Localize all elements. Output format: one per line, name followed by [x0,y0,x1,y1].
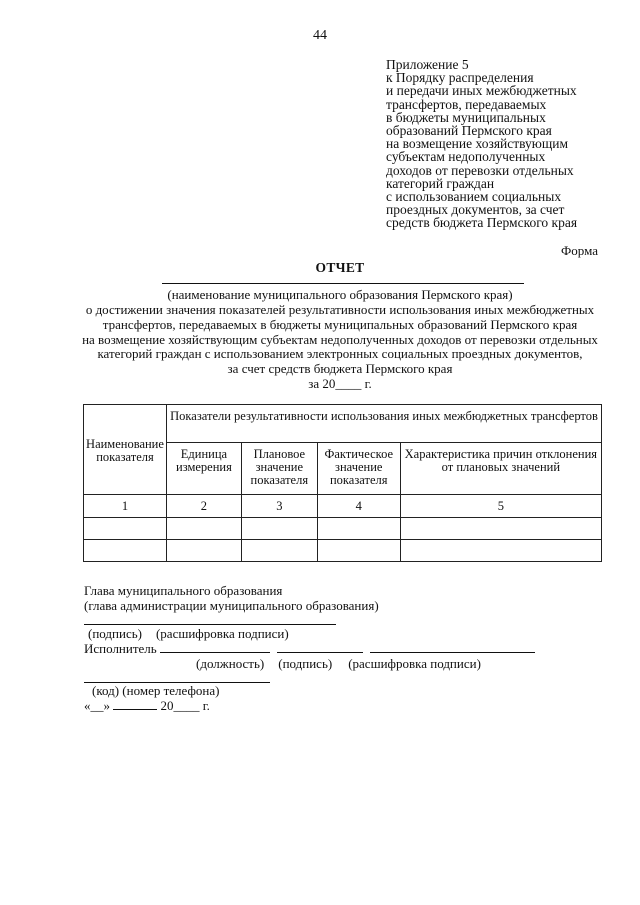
column-number: 4 [317,495,400,518]
executor-label: Исполнитель [84,641,157,656]
table-cell[interactable] [400,518,601,540]
header-unit: Единица измерения [166,443,241,495]
date-year[interactable]: 20____ г. [160,698,210,713]
header-performance-indicators: Показатели результативности использования иных межбюджетных трансфертов [166,405,601,443]
appendix-line: на возмещение хозяйствующим [386,136,569,152]
report-description-line: за счет средств бюджета Пермского края [227,361,453,377]
indicators-table [83,404,602,562]
appendix-line: Приложение 5 [386,57,469,72]
executor-decoding-line[interactable] [370,641,535,653]
table-row [84,518,602,540]
column-number: 2 [166,495,241,518]
table-row [84,495,602,518]
appendix-line: с использованием социальных [386,189,562,205]
appendix-line: трансфертов, передаваемых [386,96,547,112]
header-planned-value: Плановое значение показателя [241,443,317,495]
appendix-line: проездных документов, за счет [386,202,565,218]
appendix-line: субъектам недополученных [386,149,546,165]
table-cell[interactable] [84,518,167,540]
table-cell[interactable] [317,518,400,540]
date-month-line[interactable] [113,698,157,710]
report-description-line: трансфертов, передаваемых в бюджеты муниципальных образований Пермского края [102,316,578,332]
header-deviation-reasons: Характеристика причин отклонения от плановых значений [400,443,601,495]
table-cell[interactable] [166,540,241,562]
report-description-line: на возмещение хозяйствующим субъектам недополученных доходов от перевозки отдельных [82,331,598,347]
appendix-line: и передачи иных межбюджетных [386,83,577,99]
appendix-line: категорий граждан [386,175,495,191]
head-decoding-caption: (расшифровка подписи) [155,626,289,641]
table-cell[interactable] [84,540,167,562]
table-cell[interactable] [241,540,317,562]
column-number: 3 [241,495,317,518]
executor-decoding-caption: (расшифровка подписи) [348,656,481,671]
phone-caption: (код) (номер телефона) [92,683,220,698]
municipality-name-caption: (наименование муниципального образования Пермского края) [167,287,513,302]
executor-signature-caption: (подпись) [278,656,333,671]
form-label: Форма [561,243,598,258]
phone-line[interactable] [84,671,270,683]
date-day[interactable]: «__» [84,698,110,713]
head-subtitle: (глава администрации муниципального образования) [84,598,379,613]
municipality-name-line[interactable] [162,283,524,284]
signatures-block [84,583,535,713]
appendix-line: в бюджеты муниципальных [386,109,546,125]
table-cell[interactable] [166,518,241,540]
report-period: за 20____ г. [308,375,372,391]
appendix-line: средств бюджета Пермского края [386,215,578,231]
appendix-line: образований Пермского края [386,123,552,139]
column-number: 1 [84,495,167,518]
appendix-line: к Порядку распределения [386,70,534,86]
table-cell[interactable] [241,518,317,540]
executor-position-line[interactable] [160,641,270,653]
executor-signature-line[interactable] [277,641,363,653]
table-cell[interactable] [400,540,601,562]
head-signature-caption: (подпись) [88,626,142,641]
table-cell[interactable] [317,540,400,562]
column-number: 5 [400,495,601,518]
header-indicator-name: Наименование показателя [84,405,167,495]
report-description-line: о достижении значения показателей результативности использования иных межбюджетных [85,302,595,317]
header-actual-value: Фактическое значение показателя [317,443,400,495]
report-description [0,303,640,392]
appendix-line: доходов от перевозки отдельных [386,162,574,178]
page-number: 44 [313,28,327,43]
executor-position-caption: (должность) [196,656,265,671]
head-signature-line[interactable] [84,613,336,625]
report-description-line: категорий граждан с использованием электронных социальных проездных документов, [97,346,583,362]
table-row [84,540,602,562]
report-title: ОТЧЕТ [315,260,365,275]
appendix-block [386,58,577,230]
head-title: Глава муниципального образования [84,583,283,598]
